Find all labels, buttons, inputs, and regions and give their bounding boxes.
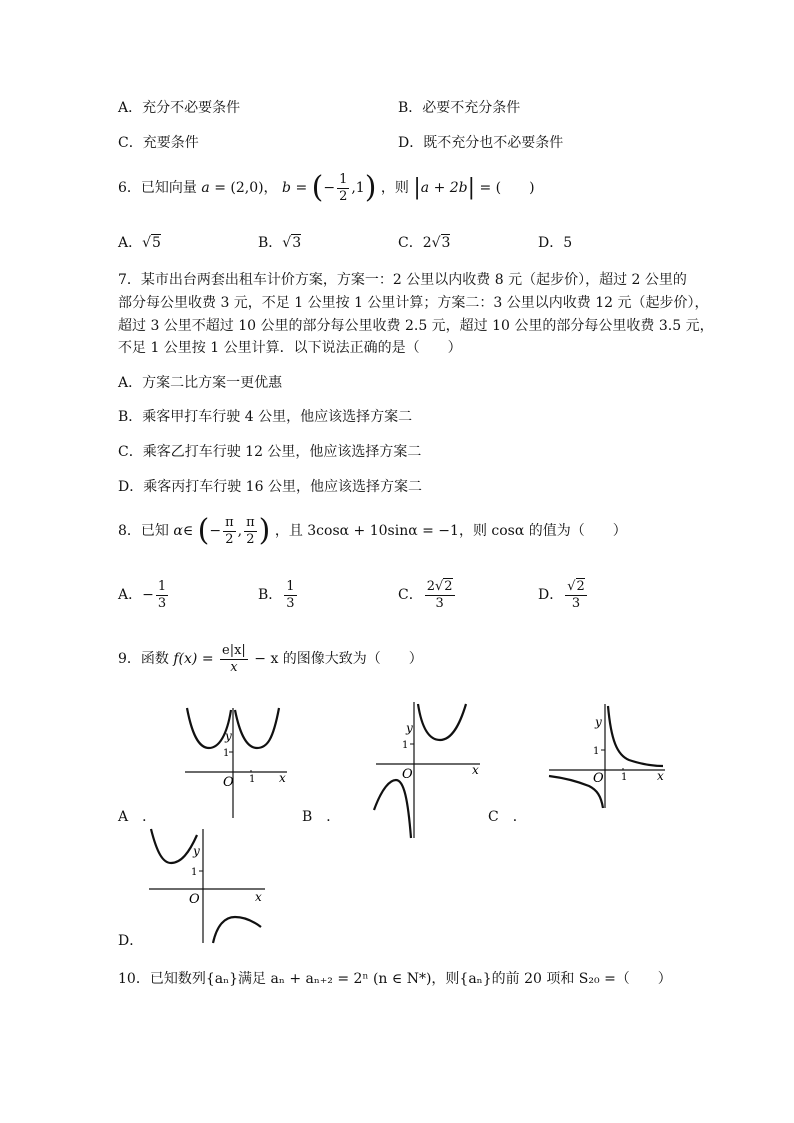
q6-then: ，则 — [380, 180, 409, 196]
q6-fraction: $\frac{1}{2}$ — [339, 171, 348, 204]
origin-label: O — [189, 892, 200, 907]
q8-option-d[interactable]: D． $\frac{√2}{3}$ — [538, 578, 585, 611]
tick-one-label: 1 — [191, 867, 198, 878]
q5-option-c[interactable]: C．充要条件 — [118, 135, 199, 151]
q9-stem: 9．函数 f(x) = $\frac{e|x|}{x}$ − x 的图像大致为（ ） — [118, 642, 423, 675]
q8-option-c[interactable]: C． $\frac{2√2}{3}$ — [398, 578, 453, 611]
q9-graph-a[interactable] — [175, 700, 295, 820]
q6-equals: = — [295, 180, 308, 196]
q8-option-b[interactable]: B． $\frac{1}{3}$ — [258, 578, 295, 611]
q6-option-c[interactable]: C．2√3 — [398, 235, 451, 251]
q7-option-c[interactable]: C．乘客乙打车行驶 12 公里，他应该选择方案二 — [118, 444, 422, 460]
q9-prefix: 9．函数 — [118, 651, 169, 667]
q9-graph-d[interactable] — [145, 825, 270, 945]
q9-function: f(x) = — [173, 651, 214, 667]
q5-option-b[interactable]: B．必要不充分条件 — [398, 100, 521, 116]
q8-alpha: α∈ — [173, 523, 194, 539]
q9-graph-b[interactable] — [368, 700, 488, 840]
q6-vector-b: b — [282, 180, 291, 196]
tick-one-x-label: 1 — [249, 774, 256, 785]
q7-line-4: 不足 1 公里按 1 公里计算．以下说法正确的是（ ） — [118, 340, 462, 356]
q8-option-a[interactable]: A．− $\frac{1}{3}$ — [118, 578, 167, 611]
axis-y-label: y — [595, 715, 602, 729]
tick-one-label: 1 — [223, 748, 230, 759]
q6-option-b[interactable]: B．√3 — [258, 235, 302, 251]
tick-one-label: 1 — [593, 746, 600, 757]
q7-line-3: 超过 3 公里不超过 10 公里的部分每公里收费 2.5 元，超过 10 公里的部分每公里收费 3.5 元， — [118, 318, 714, 334]
q9-option-c-label[interactable]: C ． — [488, 809, 527, 825]
q6-expression: a + 2b — [420, 180, 468, 196]
origin-label: O — [402, 767, 413, 782]
tick-one-label: 1 — [402, 740, 409, 751]
q5-option-a[interactable]: A．充分不必要条件 — [118, 100, 241, 116]
q7-option-d[interactable]: D．乘客丙打车行驶 16 公里，他应该选择方案二 — [118, 479, 422, 495]
q6-vector-a-value: = (2,0)， — [214, 180, 278, 196]
axis-x-label: x — [255, 890, 262, 904]
q6-option-a[interactable]: A．√5 — [118, 235, 161, 251]
q8-stem: 8．已知 α∈ (− $\frac{\pi}{2}$ , $\frac{\pi}{2}$ ) ，且 3cosα + 10sinα = −1，则 cosα 的值为（ ） — [118, 513, 627, 548]
q9-option-d-label[interactable]: D． — [118, 933, 144, 949]
q7-line-2: 部分每公里收费 3 元，不足 1 公里按 1 公里计算；方案二：3 公里以内收费 12 元（起步价）， — [118, 295, 709, 311]
q6-vector-a: a — [201, 180, 210, 196]
q6-stem: 6．已知向量 a = (2,0)， b = (− $\frac{1}{2}$ ,1) ，则 |a + 2b| = ( ) — [118, 170, 535, 205]
q9-option-b-label[interactable]: B ． — [302, 809, 341, 825]
q6-end: = ( ) — [479, 180, 535, 196]
q7-option-a[interactable]: A．方案二比方案一更优惠 — [118, 375, 283, 391]
q10-stem: 10．已知数列{aₙ}满足 aₙ + aₙ₊₂ = 2ⁿ (n ∈ N*)，则{aₙ}的前 20 项和 S₂₀ =（ ） — [118, 971, 672, 987]
origin-label: O — [593, 771, 604, 786]
axis-y-label: y — [225, 729, 232, 743]
axis-x-label: x — [657, 769, 664, 783]
q9-tail: − x 的图像大致为（ ） — [254, 651, 423, 667]
q8-condition: ，且 3cosα + 10sinα = −1，则 cosα 的值为（ ） — [274, 523, 627, 539]
origin-label: O — [223, 775, 234, 790]
q9-option-a-label[interactable]: A ． — [118, 809, 157, 825]
tick-one-x-label: 1 — [621, 772, 628, 783]
q7-option-b[interactable]: B．乘客甲打车行驶 4 公里，他应该选择方案二 — [118, 409, 413, 425]
q6-vector-b-tail: ,1 — [351, 180, 365, 196]
q6-option-d[interactable]: D．5 — [538, 235, 573, 251]
q8-prefix: 8．已知 — [118, 523, 169, 539]
axis-x-label: x — [472, 763, 479, 777]
axis-y-label: y — [193, 844, 200, 858]
q5-option-d[interactable]: D．既不充分也不必要条件 — [398, 135, 564, 151]
q7-line-1: 7．某市出台两套出租车计价方案，方案一：2 公里以内收费 8 元（起步价），超过 2 公里的 — [118, 272, 687, 288]
q6-prefix: 6．已知向量 — [118, 180, 197, 196]
axis-x-label: x — [279, 771, 286, 785]
axis-y-label: y — [406, 721, 413, 735]
q9-graph-c[interactable] — [545, 700, 670, 810]
